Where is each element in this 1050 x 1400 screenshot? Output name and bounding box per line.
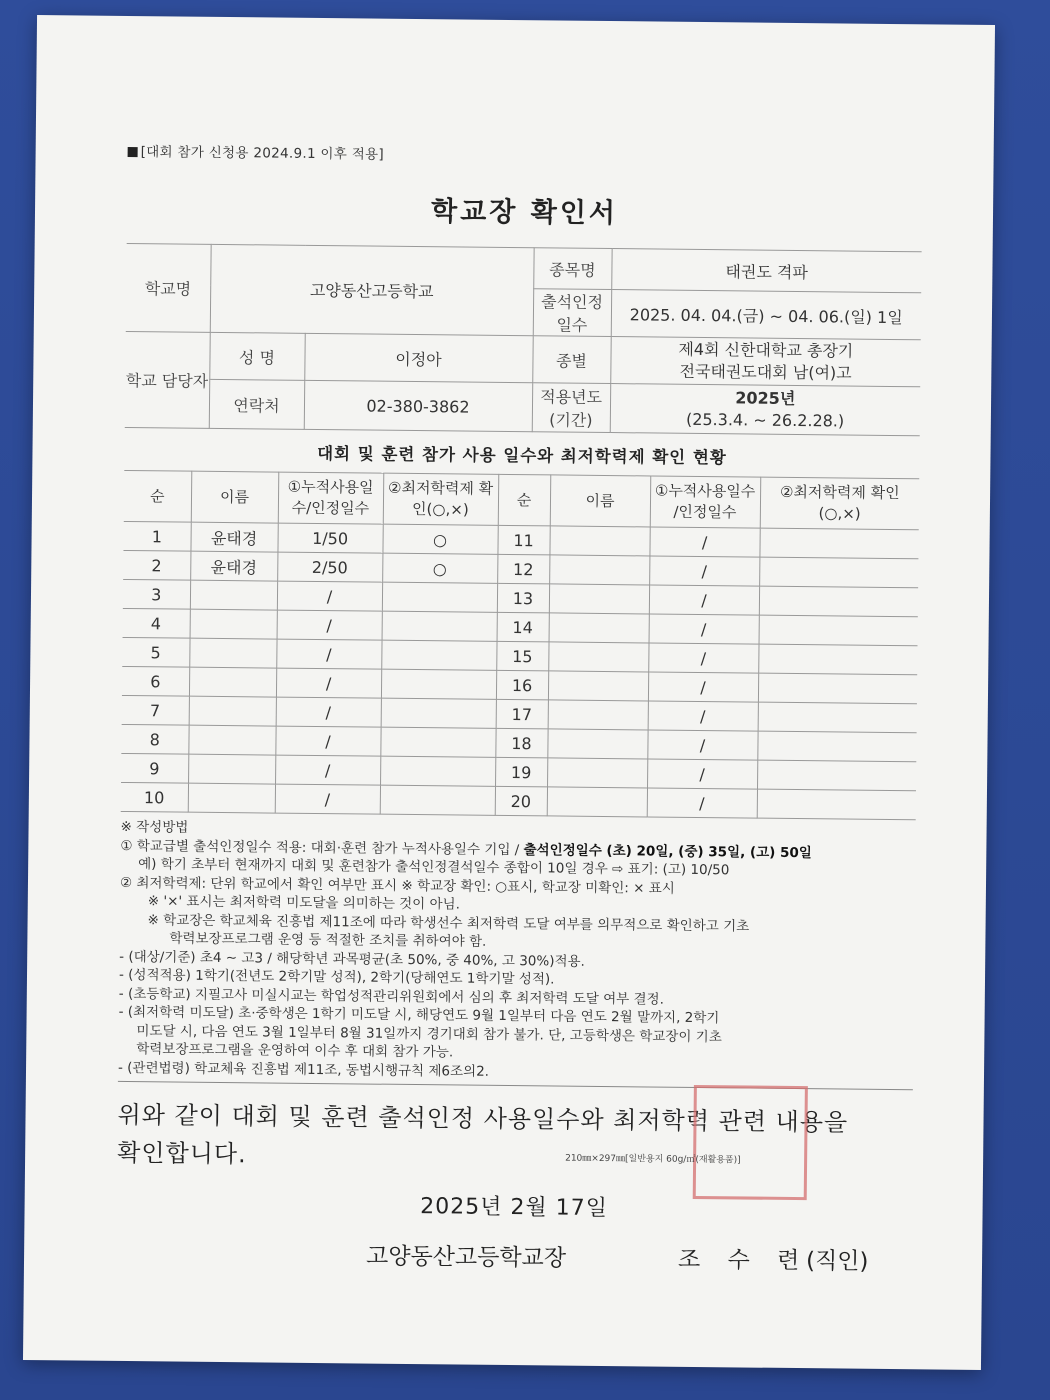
table-cell: 14 xyxy=(497,612,549,642)
name-value: 이정아 xyxy=(304,333,532,382)
table-cell xyxy=(382,611,497,641)
table-cell: 15 xyxy=(496,641,548,671)
type-value-line1: 제4회 신한대학교 총장기 xyxy=(678,339,854,361)
table-cell: / xyxy=(647,730,757,760)
table-cell: 1 xyxy=(123,521,190,551)
attend-label: 출석인정 일수 xyxy=(533,289,611,337)
type-value-line2: 전국태권도대회 남(여)고 xyxy=(679,361,852,383)
signer-name: 조 수 련 xyxy=(677,1246,810,1275)
table-cell xyxy=(188,725,275,755)
table-cell: 2 xyxy=(123,550,190,580)
table-cell: 1/50 xyxy=(277,523,382,553)
attend-value: 2025. 04. 04.(금) ~ 04. 06.(일) 1일 xyxy=(611,290,921,340)
square-bullet-icon xyxy=(128,147,138,157)
contact-label: 연락처 xyxy=(209,379,305,429)
note-4: ※ 학교장은 학교체육 진흥법 제11조에 따라 학생선수 최저학력 도달 여부를 의무적으로 확인하고 기초 xyxy=(147,911,750,935)
table-cell xyxy=(189,696,276,726)
table-cell xyxy=(381,698,496,728)
signature-line xyxy=(116,1235,911,1283)
table-cell: / xyxy=(275,784,380,814)
table-cell: / xyxy=(648,701,758,731)
table-cell xyxy=(548,671,648,701)
school-value: 고양동산고등학교 xyxy=(210,244,534,335)
period-label: 적용년도 (기간) xyxy=(532,383,611,433)
note-4-cont: 학력보장프로그램 운영 등 적절한 조치를 취하여야 함. xyxy=(169,930,487,950)
table-cell xyxy=(548,642,648,672)
table-body xyxy=(121,521,919,819)
table-cell xyxy=(758,644,917,675)
table-cell xyxy=(380,727,495,757)
period-year: 2025년 xyxy=(735,388,796,408)
note-8-cont2: 학력보장프로그램을 운영하여 이수 후 대회 참가 가능. xyxy=(136,1041,454,1061)
note-5: - (대상/기준) 초4 ~ 고3 / 해당학년 과목평균(초 50%, 중 40%, 고 30%)적용. xyxy=(119,948,585,970)
table-cell: 2/50 xyxy=(277,552,382,582)
info-table xyxy=(125,243,922,436)
document-paper xyxy=(23,15,995,1370)
period-value xyxy=(610,384,920,436)
table-cell: / xyxy=(649,556,759,586)
column-header: ②최저학력제 확인(○,×) xyxy=(760,477,920,530)
note-1-bold: 출석인정일수 (초) 20일, (중) 35일, (고) 50일 xyxy=(523,841,812,861)
notes-section xyxy=(118,818,916,1090)
table-cell: 13 xyxy=(497,583,549,613)
type-label: 종별 xyxy=(532,336,610,384)
table-cell: ○ xyxy=(382,553,497,583)
table-cell: 윤태경 xyxy=(190,522,277,552)
table-cell: 윤태경 xyxy=(190,551,277,581)
table-cell xyxy=(549,526,649,556)
note-9: - (관련법령) 학교체육 진흥법 제11조, 동법시행규칙 제6조의2. xyxy=(117,1059,490,1080)
paper-spec-footer: 210㎜×297㎜[일반용지 60g/㎡(재활용품)] xyxy=(565,1153,741,1166)
table-cell: / xyxy=(647,788,757,818)
name-label: 성 명 xyxy=(209,332,304,380)
table-cell xyxy=(759,615,918,646)
table-cell: / xyxy=(277,581,382,611)
table-cell xyxy=(380,756,495,786)
column-header: 순 xyxy=(498,474,551,526)
note-2: ② 최저학력제: 단위 학교에서 확인 여부만 표시 ※ 학교장 확인: ○표시, 학교장 미확인: × 표시 xyxy=(119,874,675,897)
table-cell: 11 xyxy=(497,525,549,555)
confirm-line2: 확인합니다. xyxy=(117,1138,247,1169)
table-cell xyxy=(189,667,276,697)
table-cell: 16 xyxy=(496,670,548,700)
notes-heading: ※ 작성방법 xyxy=(120,818,189,836)
table-cell: / xyxy=(276,639,381,669)
table-cell xyxy=(759,586,918,617)
seal-label: (직인) xyxy=(805,1248,869,1275)
period-range: (25.3.4. ~ 26.2.28.) xyxy=(685,409,845,431)
table-cell: 8 xyxy=(121,724,188,754)
table-cell xyxy=(381,640,496,670)
note-8: - (최저학력 미도달) 초·중학생은 1학기 미도달 시, 해당연도 9월 1일부터 다음 연도 2월 말까지, 2학기 xyxy=(118,1003,720,1027)
column-header: ②최저학력제 확인(○,×) xyxy=(383,473,499,525)
table-cell xyxy=(382,582,497,612)
table-cell: 19 xyxy=(495,757,547,787)
table-cell: / xyxy=(649,614,759,644)
manager-label: 학교 담당자 xyxy=(125,331,210,428)
type-value xyxy=(610,337,920,387)
note-1-text: ① 학교급별 출석인정일수 적용: 대회·훈련 참가 누적사용일수 기입 / xyxy=(120,837,524,858)
column-header: 순 xyxy=(124,470,192,522)
table-cell xyxy=(757,731,916,762)
table-cell xyxy=(189,638,276,668)
signer-school: 고양동산고등학교장 xyxy=(365,1243,567,1272)
table-cell xyxy=(188,783,275,813)
note-7: - (초등학교) 지필고사 미실시교는 학업성적관리위원회에서 심의 후 최저학력 도달 여부 결정. xyxy=(118,985,665,1008)
table-cell xyxy=(548,700,648,730)
section-title: 대회 및 훈련 참가 사용 일수와 최저학력제 확인 현황 xyxy=(317,443,727,468)
table-cell xyxy=(757,760,916,791)
table-cell: 3 xyxy=(123,579,190,609)
table-cell: / xyxy=(649,527,759,557)
table-cell: / xyxy=(275,755,380,785)
participation-table xyxy=(121,470,920,820)
table-cell xyxy=(757,789,916,820)
table-cell: 12 xyxy=(497,554,549,584)
table-cell: 7 xyxy=(122,695,189,725)
column-header: 이름 xyxy=(191,471,279,523)
table-header-row xyxy=(124,470,919,529)
table-cell xyxy=(190,609,277,639)
table-cell xyxy=(547,758,647,788)
header-tag xyxy=(128,140,923,168)
note-1-example: 예) 학기 초부터 현재까지 대회 및 훈련참가 출석인정결석일수 종합이 10일 경우 ⇨ 표기: (고) 10/50 xyxy=(138,856,730,879)
table-cell: / xyxy=(276,697,381,727)
table-cell xyxy=(759,557,918,588)
table-cell xyxy=(758,702,917,733)
table-cell xyxy=(549,584,649,614)
table-cell xyxy=(381,669,496,699)
official-seal-stamp xyxy=(693,1085,808,1200)
issue-date: 2025년 2월 17일 xyxy=(420,1194,609,1222)
column-header: ①누적사용일수 /인정일수 xyxy=(650,476,761,528)
table-cell: 10 xyxy=(121,782,188,812)
table-cell xyxy=(547,729,647,759)
note-8-cont: 미도달 시, 다음 연도 3월 1일부터 8월 31일까지 경기대회 참가 불가. 단, 고등학생은 학교장이 기초 xyxy=(136,1022,722,1045)
table-cell: 9 xyxy=(121,753,188,783)
table-cell: 5 xyxy=(122,637,189,667)
table-cell xyxy=(547,787,647,817)
event-label: 종목명 xyxy=(533,248,611,290)
event-value: 태권도 격파 xyxy=(611,249,921,293)
table-cell xyxy=(549,555,649,585)
table-cell: 17 xyxy=(496,699,548,729)
table-cell: 4 xyxy=(123,608,190,638)
table-cell xyxy=(380,785,495,815)
note-3: ※ '×' 표시는 최저학력 미도달을 의미하는 것이 아님. xyxy=(147,893,461,913)
confirm-line1: 위와 같이 대회 및 훈련 출석인정 사용일수와 최저학력 관련 내용을 xyxy=(117,1100,849,1137)
table-cell: 18 xyxy=(495,728,547,758)
header-tag-text: [대회 참가 신청용 2024.9.1 이후 적용] xyxy=(140,144,385,163)
table-cell: 20 xyxy=(495,786,547,816)
table-cell xyxy=(190,580,277,610)
table-cell xyxy=(759,528,918,559)
table-cell: / xyxy=(648,672,758,702)
table-cell xyxy=(758,673,917,704)
table-cell: ○ xyxy=(382,524,497,554)
table-cell xyxy=(549,613,649,643)
table-cell: 6 xyxy=(122,666,189,696)
table-cell: / xyxy=(649,585,759,615)
table-cell: / xyxy=(647,759,757,789)
school-label: 학교명 xyxy=(126,243,211,332)
note-6: - (성적적용) 1학기(전년도 2학기말 성적), 2학기(당해연도 1학기말 성적). xyxy=(118,966,555,988)
document-title: 학교장 확인서 xyxy=(430,196,619,230)
contact-value: 02-380-3862 xyxy=(304,380,533,431)
table-cell: / xyxy=(275,726,380,756)
column-header: 이름 xyxy=(550,475,651,527)
table-cell: / xyxy=(277,610,382,640)
table-cell xyxy=(188,754,275,784)
table-cell: / xyxy=(276,668,381,698)
column-header: ①누적사용일수/인정일수 xyxy=(278,472,384,524)
table-cell: / xyxy=(648,643,758,673)
